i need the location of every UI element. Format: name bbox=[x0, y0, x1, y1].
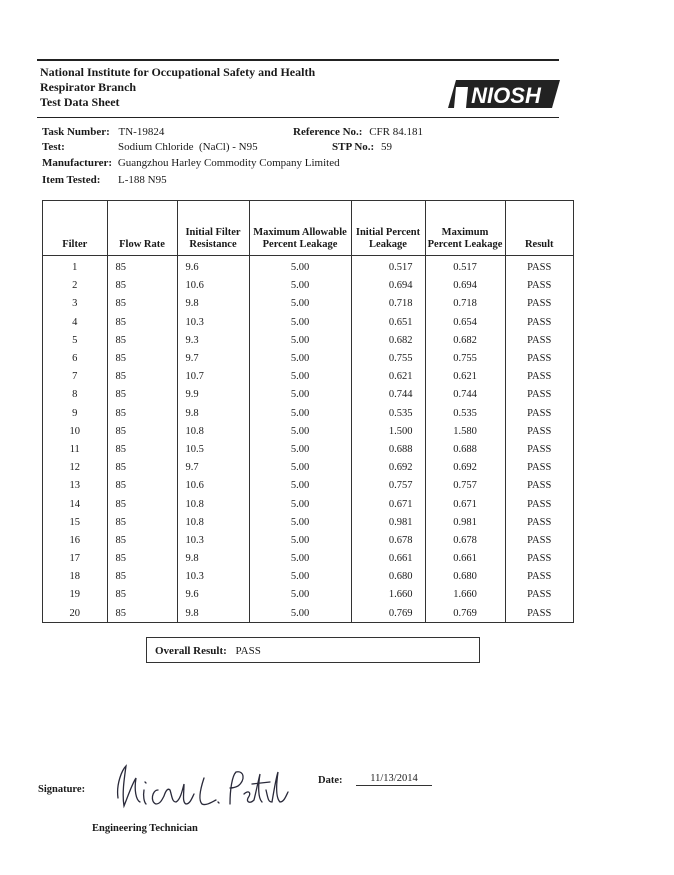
cell-flow-rate: 85 bbox=[107, 368, 177, 386]
col-header-filter: Filter bbox=[43, 201, 107, 256]
cell-initial-resistance: 10.7 bbox=[177, 368, 249, 386]
cell-max-allowable: 5.00 bbox=[249, 568, 351, 586]
col-header-max-allowable: Maximum Allowable Percent Leakage bbox=[249, 201, 351, 256]
col-header-result: Result bbox=[505, 201, 573, 256]
top-rule bbox=[37, 59, 559, 61]
cell-filter: 18 bbox=[69, 571, 80, 583]
cell-max-leakage: 0.678 bbox=[425, 532, 505, 550]
cell-max-leakage: 0.621 bbox=[425, 368, 505, 386]
cell-max-allowable: 5.00 bbox=[249, 605, 351, 623]
cell-initial-resistance: 9.7 bbox=[177, 459, 249, 477]
cell-max-leakage: 0.682 bbox=[425, 332, 505, 350]
cell-max-allowable: 5.00 bbox=[249, 514, 351, 532]
cell-max-allowable: 5.00 bbox=[249, 586, 351, 604]
table-row bbox=[43, 605, 573, 623]
table-row bbox=[43, 477, 573, 495]
cell-initial-resistance: 10.6 bbox=[177, 477, 249, 495]
col-header-flow-rate: Flow Rate bbox=[107, 201, 177, 256]
cell-filter: 2 bbox=[72, 280, 78, 292]
cell-filter: 8 bbox=[72, 389, 78, 401]
cell-initial-resistance: 9.7 bbox=[177, 350, 249, 368]
cell-result: PASS bbox=[505, 423, 573, 441]
cell-flow-rate: 85 bbox=[107, 459, 177, 477]
cell-max-leakage: 0.680 bbox=[425, 568, 505, 586]
cell-filter: 4 bbox=[72, 316, 78, 328]
cell-initial-resistance: 9.8 bbox=[177, 605, 249, 623]
cell-initial-resistance: 10.8 bbox=[177, 514, 249, 532]
cell-flow-rate: 85 bbox=[107, 332, 177, 350]
cell-initial-resistance: 9.6 bbox=[177, 256, 249, 278]
test-value: Sodium Chloride (NaCl) - N95 bbox=[118, 141, 258, 153]
cell-result: PASS bbox=[505, 532, 573, 550]
table-row bbox=[43, 386, 573, 404]
cell-max-leakage: 0.694 bbox=[425, 277, 505, 295]
date-label: Date: bbox=[318, 775, 343, 786]
col-header-initial-leakage: Initial Percent Leakage bbox=[351, 201, 425, 256]
reference-row bbox=[293, 126, 423, 138]
cell-result: PASS bbox=[505, 314, 573, 332]
cell-initial-resistance: 9.8 bbox=[177, 550, 249, 568]
cell-max-allowable: 5.00 bbox=[249, 295, 351, 313]
table-row bbox=[43, 332, 573, 350]
cell-initial-resistance: 10.3 bbox=[177, 314, 249, 332]
cell-initial-leakage: 0.769 bbox=[351, 605, 425, 623]
table-row bbox=[43, 586, 573, 604]
cell-initial-leakage: 1.500 bbox=[351, 423, 425, 441]
col-header-max-leakage: Maximum Percent Leakage bbox=[425, 201, 505, 256]
header-rule bbox=[37, 117, 559, 118]
manufacturer-value: Guangzhou Harley Commodity Company Limited bbox=[117, 157, 340, 169]
cell-max-leakage: 0.535 bbox=[425, 405, 505, 423]
cell-initial-leakage: 0.680 bbox=[351, 568, 425, 586]
cell-max-leakage: 0.769 bbox=[425, 605, 505, 623]
signature-label: Signature: bbox=[38, 784, 86, 795]
cell-filter: 14 bbox=[69, 498, 80, 510]
task-number-row bbox=[42, 126, 164, 138]
niosh-logo-text: NIOSH bbox=[471, 83, 541, 108]
cell-max-leakage: 0.755 bbox=[425, 350, 505, 368]
cell-max-leakage: 0.688 bbox=[425, 441, 505, 459]
manufacturer-label: Manufacturer: bbox=[42, 157, 113, 169]
cell-result: PASS bbox=[505, 568, 573, 586]
cell-filter: 6 bbox=[72, 353, 78, 365]
cell-result: PASS bbox=[505, 441, 573, 459]
cell-initial-leakage: 0.661 bbox=[351, 550, 425, 568]
cell-max-leakage: 0.517 bbox=[425, 256, 505, 278]
table-row bbox=[43, 368, 573, 386]
cell-filter: 12 bbox=[69, 462, 80, 474]
cell-result: PASS bbox=[505, 477, 573, 495]
cell-filter: 3 bbox=[72, 298, 78, 310]
table-row bbox=[43, 514, 573, 532]
cell-initial-leakage: 0.694 bbox=[351, 277, 425, 295]
cell-max-allowable: 5.00 bbox=[249, 423, 351, 441]
cell-max-allowable: 5.00 bbox=[249, 368, 351, 386]
cell-max-allowable: 5.00 bbox=[249, 314, 351, 332]
table-row bbox=[43, 459, 573, 477]
stp-label: STP No.: bbox=[332, 141, 375, 153]
table-row bbox=[43, 550, 573, 568]
table-row bbox=[43, 568, 573, 586]
test-label: Test: bbox=[42, 141, 65, 153]
cell-result: PASS bbox=[505, 459, 573, 477]
cell-filter: 9 bbox=[72, 407, 78, 419]
cell-flow-rate: 85 bbox=[107, 495, 177, 513]
cell-max-leakage: 0.757 bbox=[425, 477, 505, 495]
cell-flow-rate: 85 bbox=[107, 532, 177, 550]
cell-flow-rate: 85 bbox=[107, 405, 177, 423]
table-row bbox=[43, 423, 573, 441]
cell-result: PASS bbox=[505, 277, 573, 295]
cell-initial-resistance: 10.3 bbox=[177, 568, 249, 586]
date-value: 11/13/2014 bbox=[356, 773, 432, 786]
cell-max-leakage: 1.660 bbox=[425, 586, 505, 604]
cell-result: PASS bbox=[505, 295, 573, 313]
cell-flow-rate: 85 bbox=[107, 423, 177, 441]
org-header bbox=[40, 65, 315, 110]
table-row bbox=[43, 495, 573, 513]
cell-filter: 16 bbox=[69, 534, 80, 546]
cell-initial-leakage: 0.688 bbox=[351, 441, 425, 459]
cell-initial-leakage: 0.671 bbox=[351, 495, 425, 513]
cell-max-leakage: 0.718 bbox=[425, 295, 505, 313]
cell-result: PASS bbox=[505, 350, 573, 368]
cell-filter: 17 bbox=[69, 553, 80, 565]
cell-flow-rate: 85 bbox=[107, 568, 177, 586]
cell-initial-leakage: 1.660 bbox=[351, 586, 425, 604]
cell-flow-rate: 85 bbox=[107, 550, 177, 568]
branch-name: Respirator Branch bbox=[40, 80, 137, 94]
cell-result: PASS bbox=[505, 368, 573, 386]
cell-initial-leakage: 0.651 bbox=[351, 314, 425, 332]
manufacturer-row bbox=[42, 157, 340, 169]
table-row bbox=[43, 405, 573, 423]
stp-value: 59 bbox=[380, 141, 392, 153]
cell-max-allowable: 5.00 bbox=[249, 459, 351, 477]
cell-filter: 10 bbox=[69, 425, 80, 437]
table-row bbox=[43, 277, 573, 295]
table-row bbox=[43, 441, 573, 459]
signature-image bbox=[112, 760, 292, 818]
cell-result: PASS bbox=[505, 386, 573, 404]
cell-flow-rate: 85 bbox=[107, 605, 177, 623]
cell-initial-resistance: 9.6 bbox=[177, 586, 249, 604]
cell-max-allowable: 5.00 bbox=[249, 386, 351, 404]
cell-max-leakage: 0.661 bbox=[425, 550, 505, 568]
cell-max-leakage: 0.692 bbox=[425, 459, 505, 477]
cell-result: PASS bbox=[505, 586, 573, 604]
table-row bbox=[43, 532, 573, 550]
cell-result: PASS bbox=[505, 495, 573, 513]
cell-max-leakage: 0.654 bbox=[425, 314, 505, 332]
task-number-value: TN-19824 bbox=[118, 126, 165, 138]
cell-max-allowable: 5.00 bbox=[249, 405, 351, 423]
cell-initial-resistance: 10.8 bbox=[177, 495, 249, 513]
cell-initial-resistance: 10.3 bbox=[177, 532, 249, 550]
cell-result: PASS bbox=[505, 605, 573, 623]
cell-max-leakage: 1.580 bbox=[425, 423, 505, 441]
cell-initial-leakage: 0.718 bbox=[351, 295, 425, 313]
cell-max-allowable: 5.00 bbox=[249, 350, 351, 368]
cell-initial-leakage: 0.517 bbox=[351, 256, 425, 278]
overall-result-label: Overall Result: bbox=[155, 645, 227, 657]
cell-result: PASS bbox=[505, 550, 573, 568]
cell-max-leakage: 0.671 bbox=[425, 495, 505, 513]
table-row bbox=[43, 256, 573, 278]
table-body bbox=[43, 256, 573, 623]
cell-flow-rate: 85 bbox=[107, 350, 177, 368]
item-label: Item Tested: bbox=[42, 174, 101, 186]
test-value-wrap bbox=[118, 141, 258, 153]
cell-result: PASS bbox=[505, 332, 573, 350]
cell-flow-rate: 85 bbox=[107, 295, 177, 313]
cell-initial-resistance: 9.9 bbox=[177, 386, 249, 404]
sheet-title: Test Data Sheet bbox=[40, 95, 120, 109]
cell-result: PASS bbox=[505, 405, 573, 423]
cell-max-leakage: 0.744 bbox=[425, 386, 505, 404]
cell-initial-resistance: 9.8 bbox=[177, 405, 249, 423]
signer-title: Engineering Technician bbox=[92, 823, 198, 834]
cell-filter: 13 bbox=[69, 480, 80, 492]
cell-max-allowable: 5.00 bbox=[249, 256, 351, 278]
table-row bbox=[43, 350, 573, 368]
cell-initial-resistance: 10.6 bbox=[177, 277, 249, 295]
cell-initial-leakage: 0.755 bbox=[351, 350, 425, 368]
table-row bbox=[43, 295, 573, 313]
cell-initial-leakage: 0.692 bbox=[351, 459, 425, 477]
cell-flow-rate: 85 bbox=[107, 314, 177, 332]
cell-filter: 1 bbox=[72, 262, 78, 274]
item-row bbox=[42, 174, 100, 186]
reference-label: Reference No.: bbox=[293, 126, 363, 138]
org-name: National Institute for Occupational Safety and Health bbox=[40, 65, 316, 79]
cell-flow-rate: 85 bbox=[107, 514, 177, 532]
cell-filter: 11 bbox=[69, 443, 80, 455]
cell-max-allowable: 5.00 bbox=[249, 495, 351, 513]
overall-result-value: PASS bbox=[235, 645, 261, 657]
cell-result: PASS bbox=[505, 514, 573, 532]
cell-flow-rate: 85 bbox=[107, 386, 177, 404]
cell-initial-leakage: 0.981 bbox=[351, 514, 425, 532]
cell-max-allowable: 5.00 bbox=[249, 332, 351, 350]
cell-initial-resistance: 9.8 bbox=[177, 295, 249, 313]
cell-flow-rate: 85 bbox=[107, 477, 177, 495]
cell-flow-rate: 85 bbox=[107, 277, 177, 295]
cell-result: PASS bbox=[505, 256, 573, 278]
cell-filter: 5 bbox=[72, 334, 78, 346]
cell-initial-leakage: 0.678 bbox=[351, 532, 425, 550]
cell-max-allowable: 5.00 bbox=[249, 441, 351, 459]
cell-initial-leakage: 0.535 bbox=[351, 405, 425, 423]
table-row bbox=[43, 314, 573, 332]
cell-filter: 7 bbox=[72, 371, 78, 383]
cell-initial-resistance: 10.8 bbox=[177, 423, 249, 441]
cell-max-allowable: 5.00 bbox=[249, 277, 351, 295]
cell-filter: 15 bbox=[69, 516, 80, 528]
cell-flow-rate: 85 bbox=[107, 586, 177, 604]
niosh-logo bbox=[448, 78, 560, 110]
cell-max-allowable: 5.00 bbox=[249, 477, 351, 495]
cell-max-leakage: 0.981 bbox=[425, 514, 505, 532]
overall-result-box bbox=[146, 637, 480, 663]
test-row bbox=[42, 141, 65, 153]
results-table bbox=[43, 201, 573, 623]
table-header-row bbox=[43, 201, 573, 256]
cell-initial-resistance: 9.3 bbox=[177, 332, 249, 350]
cell-filter: 20 bbox=[69, 607, 80, 619]
cell-max-allowable: 5.00 bbox=[249, 550, 351, 568]
cell-filter: 19 bbox=[69, 589, 80, 601]
cell-initial-leakage: 0.757 bbox=[351, 477, 425, 495]
cell-max-allowable: 5.00 bbox=[249, 532, 351, 550]
item-value: L-188 N95 bbox=[118, 174, 167, 186]
cell-flow-rate: 85 bbox=[107, 256, 177, 278]
results-table-frame bbox=[42, 200, 574, 623]
cell-initial-leakage: 0.682 bbox=[351, 332, 425, 350]
item-value-wrap bbox=[118, 174, 167, 186]
cell-initial-leakage: 0.621 bbox=[351, 368, 425, 386]
cell-initial-resistance: 10.5 bbox=[177, 441, 249, 459]
cell-initial-leakage: 0.744 bbox=[351, 386, 425, 404]
cell-flow-rate: 85 bbox=[107, 441, 177, 459]
stp-row bbox=[332, 141, 392, 153]
task-number-label: Task Number: bbox=[42, 126, 110, 138]
reference-value: CFR 84.181 bbox=[369, 126, 423, 138]
col-header-initial-resistance: Initial Filter Resistance bbox=[177, 201, 249, 256]
